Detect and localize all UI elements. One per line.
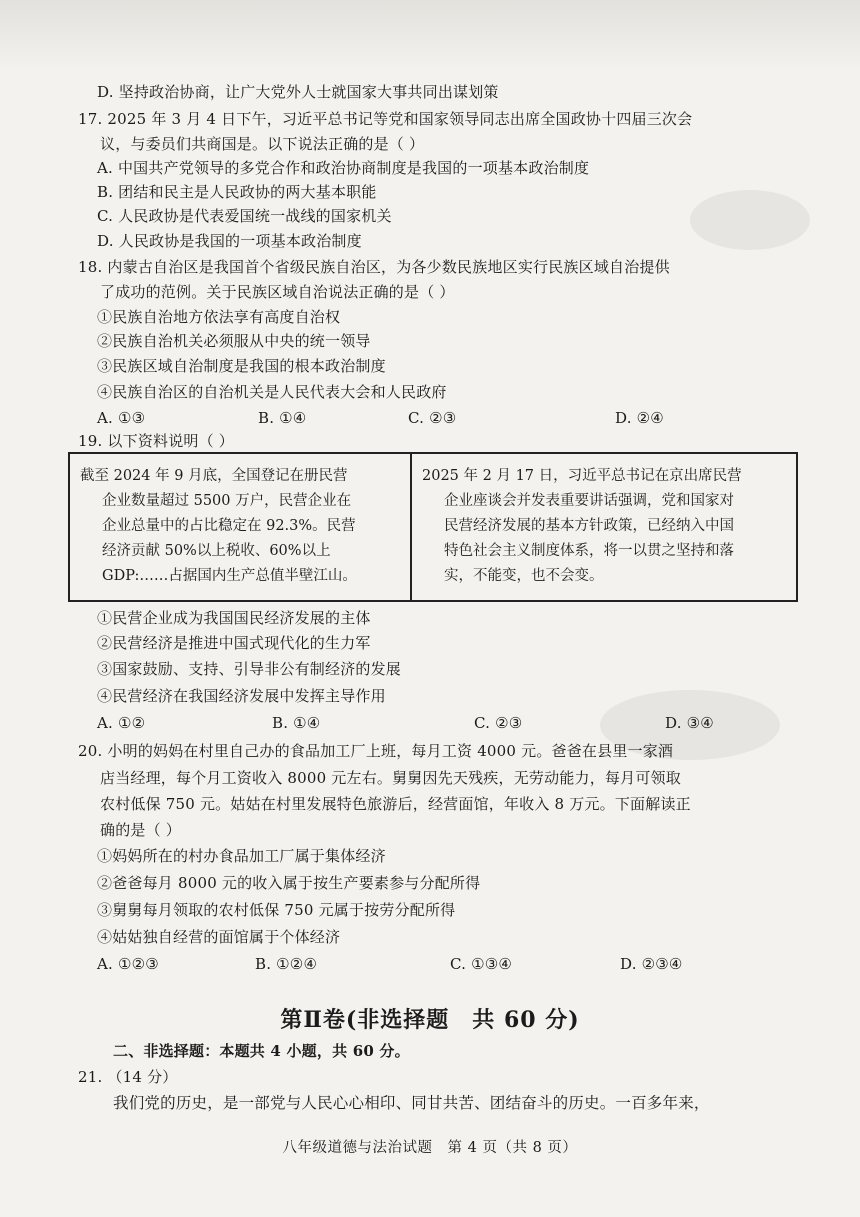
q17-option-d: D. 人民政协是我国的一项基本政治制度 [97, 232, 362, 250]
q17-option-c: C. 人民政协是代表爱国统一战线的国家机关 [97, 207, 392, 225]
q18-statement-1: ①民族自治地方依法享有高度自治权 [97, 308, 341, 326]
q20-option-a: A. ①②③ [97, 955, 159, 973]
page-footer: 八年级道德与法治试题 第 4 页（共 8 页） [282, 1140, 578, 1156]
q18-statement-2: ②民族自治机关必须服从中央的统一领导 [97, 332, 371, 350]
material-right-line: 实，不能变，也不会变。 [444, 568, 604, 584]
q19-statement-1: ①民营企业成为我国国民经济发展的主体 [97, 609, 371, 627]
q20-statement-1: ①妈妈所在的村办食品加工厂属于集体经济 [97, 847, 386, 865]
q20-statement-2: ②爸爸每月 8000 元的收入属于按生产要素参与分配所得 [97, 874, 481, 892]
q18-option-b: B. ①④ [258, 409, 307, 427]
q19-stem: 19. 以下资料说明（ ） [78, 432, 234, 450]
q18-stem-line2: 了成功的范例。关于民族区域自治说法正确的是（ ） [100, 283, 455, 301]
q17-option-a: A. 中国共产党领导的多党合作和政治协商制度是我国的一项基本政治制度 [97, 159, 590, 177]
q17-option-b: B. 团结和民主是人民政协的两大基本职能 [97, 183, 377, 201]
q20-stem-line1: 20. 小明的妈妈在村里自己办的食品加工厂上班，每月工资 4000 元。爸爸在县里一家酒 [78, 742, 674, 760]
q19-statement-3: ③国家鼓励、支持、引导非公有制经济的发展 [97, 660, 402, 678]
material-right-line: 特色社会主义制度体系，将一以贯之坚持和落 [444, 543, 734, 559]
q20-stem-line3: 农村低保 750 元。姑姑在村里发展特色旅游后，经营面馆，年收入 8 万元。下面解读正 [100, 795, 691, 813]
q21-heading: 21. （14 分） [78, 1068, 178, 1086]
q19-option-b: B. ①④ [272, 714, 321, 732]
q20-option-c: C. ①③④ [450, 955, 513, 973]
q18-statement-4: ④民族自治区的自治机关是人民代表大会和人民政府 [97, 383, 447, 401]
q19-option-a: A. ①② [97, 714, 146, 732]
q18-option-d: D. ②④ [615, 409, 664, 427]
q20-statement-3: ③舅舅每月领取的农村低保 750 元属于按劳分配所得 [97, 901, 456, 919]
q19-material-box [68, 452, 798, 602]
q20-statement-4: ④姑姑独自经营的面馆属于个体经济 [97, 928, 341, 946]
q16-option-d: D. 坚持政治协商，让广大党外人士就国家大事共同出谋划策 [97, 83, 499, 101]
q18-statement-3: ③民族区域自治制度是我国的根本政治制度 [97, 357, 386, 375]
scan-smudge [690, 190, 810, 250]
q19-option-d: D. ③④ [665, 714, 714, 732]
q21-text: 我们党的历史，是一部党与人民心心相印、同甘共苦、团结奋斗的历史。一百多年来， [113, 1094, 710, 1112]
material-right-line: 民营经济发展的基本方针政策，已经纳入中国 [444, 518, 734, 534]
q19-statement-2: ②民营经济是推进中国式现代化的生力军 [97, 634, 371, 652]
material-right-line: 企业座谈会并发表重要讲话强调，党和国家对 [444, 493, 734, 509]
material-left-line: GDP:……占据国内生产总值半壁江山。 [102, 568, 357, 584]
q18-stem-line1: 18. 内蒙古自治区是我国首个省级民族自治区，为各少数民族地区实行民族区域自治提供 [78, 258, 670, 276]
material-symposium-speech [412, 454, 796, 600]
part2-instruction: 二、非选择题：本题共 4 小题，共 60 分。 [113, 1042, 410, 1060]
q19-option-c: C. ②③ [474, 714, 523, 732]
q19-statement-4: ④民营经济在我国经济发展中发挥主导作用 [97, 687, 386, 705]
q18-option-c: C. ②③ [408, 409, 457, 427]
part2-title: 第Ⅱ卷(非选择题 共 60 分) [280, 1007, 580, 1033]
material-left-line: 企业数量超过 5500 万户，民营企业在 [102, 493, 352, 509]
material-left-line: 企业总量中的占比稳定在 92.3%。民营 [102, 518, 356, 534]
q20-stem-line2: 店当经理，每个月工资收入 8000 元左右。舅舅因先天残疾，无劳动能力，每月可领取 [100, 769, 681, 787]
q17-stem-line2: 议，与委员们共商国是。以下说法正确的是（ ） [100, 135, 425, 153]
q20-option-d: D. ②③④ [620, 955, 683, 973]
material-left-line: 截至 2024 年 9 月底，全国登记在册民营 [80, 468, 348, 484]
q20-stem-line4: 确的是（ ） [100, 821, 181, 839]
material-left-line: 经济贡献 50%以上税收、60%以上 [102, 543, 331, 559]
material-private-enterprise-stats [70, 454, 412, 600]
material-right-line: 2025 年 2 月 17 日，习近平总书记在京出席民营 [422, 468, 742, 484]
q20-option-b: B. ①②④ [255, 955, 318, 973]
q17-stem-line1: 17. 2025 年 3 月 4 日下午，习近平总书记等党和国家领导同志出席全国政协十四届三次会 [78, 110, 693, 128]
q18-option-a: A. ①③ [97, 409, 146, 427]
scan-shadow [0, 0, 860, 70]
